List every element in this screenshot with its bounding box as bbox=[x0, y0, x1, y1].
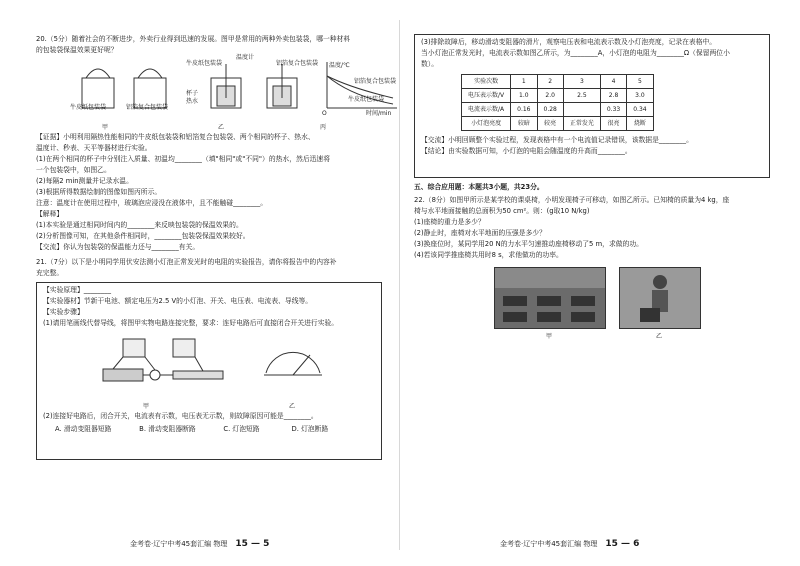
q22-sub4: (4)若该同学推座椅共用时8 s，求他做功的功率。 bbox=[414, 251, 563, 259]
q21-caption-yi: 乙 bbox=[289, 403, 296, 410]
table-cell: 0.16 bbox=[511, 103, 537, 117]
q21-step1: (1)请用笔画线代替导线，将图甲实物电路连接完整，要求：连好电路后可直接闭合开关进行实验。 bbox=[43, 319, 339, 327]
table-cell: 正常发光 bbox=[563, 117, 600, 131]
table-header-cell: 4 bbox=[600, 75, 626, 89]
q22-stem: 22.（8分）如图甲所示是某学校的课桌椅，小明发现椅子可移动，如图乙所示。已知椅的质量为4 kg，座 bbox=[414, 196, 730, 204]
q21-options bbox=[43, 424, 375, 435]
table-header-cell: 2 bbox=[537, 75, 563, 89]
table-cell: 较亮 bbox=[537, 117, 563, 131]
q20-step2: (2)每隔2 min测量并记录水温。 bbox=[36, 177, 133, 185]
q20-stem-cont: 的包装袋保温效果更好呢？ bbox=[36, 46, 118, 54]
cup-label: 杯子 bbox=[186, 90, 199, 97]
q21-principle: 【实验原理】________ bbox=[43, 286, 111, 294]
q20-note: 注意：温度计在使用过程中，玻璃泡应浸没在液体中，且不能触碰________。 bbox=[36, 199, 268, 207]
q21-equipment: 【实验器材】节新干电池、额定电压为2.5 V的小灯泡、开关、电压表、电流表、导线等。 bbox=[43, 297, 313, 305]
classroom-photo bbox=[494, 267, 606, 329]
table-row bbox=[462, 89, 654, 103]
q22-caption-jia: 甲 bbox=[546, 333, 553, 340]
bag1-label: 牛皮纸包装袋 bbox=[70, 104, 107, 111]
caption-yi: 乙 bbox=[218, 124, 225, 131]
question-22 bbox=[414, 195, 770, 343]
q20-figures bbox=[36, 54, 397, 120]
person-illustration bbox=[620, 268, 700, 328]
question-21 bbox=[36, 257, 382, 460]
q21-stem: 21.（7分）以下是小明同学用伏安法测小灯泡正常发光时的电阻的实验报告，请你将报告中的内容补 bbox=[36, 258, 337, 266]
q21-step3-cont: 当小灯泡正常发光时，电流表示数如图乙所示，为________A，小灯泡的电阻为________Ω（保留两位小 bbox=[421, 49, 730, 57]
table-cell: 电流表示数/A bbox=[462, 103, 511, 117]
page-number: 15 — 6 bbox=[605, 539, 640, 549]
q22-caption-yi: 乙 bbox=[656, 333, 663, 340]
table-cell: 电压表示数/V bbox=[462, 89, 511, 103]
table-cell: 0.28 bbox=[537, 103, 563, 117]
q21-captions bbox=[43, 401, 375, 411]
table-cell: 3.0 bbox=[627, 89, 653, 103]
table-header-cell: 实验次数 bbox=[462, 75, 511, 89]
curve-kraft-label: 牛皮纸包装袋 bbox=[348, 96, 385, 103]
table-header-cell: 3 bbox=[563, 75, 600, 89]
table-header-cell: 5 bbox=[627, 75, 653, 89]
section-title: 五、综合应用题：本题共3小题，共23分。 bbox=[414, 183, 544, 191]
q21-steps-heading: 【实验步骤】 bbox=[43, 308, 84, 316]
q22-sub2: (2)静止时，座椅对水平地面的压强是多少？ bbox=[414, 229, 546, 237]
table-cell: 0.33 bbox=[600, 103, 626, 117]
table-cell: 小灯泡亮度 bbox=[462, 117, 511, 131]
table-cell: 较暗 bbox=[511, 117, 537, 131]
table-cell: 0.34 bbox=[627, 103, 653, 117]
q20-step3: (3)根据所得数据绘制的图像如图丙所示。 bbox=[36, 188, 162, 196]
q20-line: 温度计、秒表、天平等器材进行实验。 bbox=[36, 144, 152, 152]
graph-ylabel: 温度/℃ bbox=[329, 62, 350, 69]
bag2-label: 铝箔复合包装袋 bbox=[126, 104, 169, 111]
q20-step1: (1)在两个相同的杯子中分别注入质量、初温均________（填"相同"或"不同"）的热水，然后迅速将 bbox=[36, 155, 331, 163]
table-row bbox=[462, 103, 654, 117]
q20-exchange: 【交流】你认为包装袋的保温能力还与________有关。 bbox=[36, 243, 200, 251]
table-header-row bbox=[462, 75, 654, 89]
left-footer bbox=[130, 539, 269, 550]
thermometer-label: 温度计 bbox=[236, 54, 255, 61]
q21-step3-end: 数）。 bbox=[421, 60, 438, 68]
question-20 bbox=[36, 34, 397, 253]
person-moving-chair-photo bbox=[619, 267, 701, 329]
q20-explain-heading: 【解释】 bbox=[36, 210, 64, 218]
right-page bbox=[400, 0, 800, 566]
q21-ammeter-figure bbox=[258, 337, 328, 387]
q22-figures bbox=[414, 261, 770, 343]
option-b: B. 滑动变阻器断路 bbox=[139, 425, 196, 433]
q22-sub1: (1)座椅的重力是多少？ bbox=[414, 218, 485, 226]
foil-label: 铝箔复合包装袋 bbox=[276, 60, 319, 67]
footer-title: 金考卷·辽宁中考45套汇编 物理 bbox=[130, 540, 228, 548]
table-cell: 很亮 bbox=[600, 117, 626, 131]
q21-conclusion: 【结论】由实验数据可知，小灯泡的电阻会随温度的升高而________。 bbox=[421, 147, 632, 155]
graph-origin: O bbox=[322, 110, 327, 117]
q21-figures bbox=[43, 329, 375, 401]
footer-title: 金考卷·辽宁中考45套汇编 物理 bbox=[500, 540, 598, 548]
table-cell: 2.5 bbox=[563, 89, 600, 103]
q20-captions bbox=[36, 122, 382, 132]
kraft-label: 牛皮纸包装袋 bbox=[186, 60, 223, 67]
caption-bing: 丙 bbox=[320, 124, 327, 131]
graph-xlabel: 时间/min bbox=[366, 110, 392, 117]
q20-line: 一个包装袋中，如图乙。 bbox=[36, 166, 111, 174]
curve-foil-label: 铝箔复合包装袋 bbox=[354, 78, 397, 85]
table-cell: 烧断 bbox=[627, 117, 653, 131]
right-footer bbox=[500, 539, 639, 550]
hot-water-label: 热水 bbox=[186, 98, 199, 105]
q22-stem-cont: 椅与水平地面接触的总面积为50 cm²。则：(g取10 N/kg) bbox=[414, 207, 590, 215]
table-cell: 2.8 bbox=[600, 89, 626, 103]
q21-exchange: 【交流】小明回顾整个实验过程，发现表格中有一个电流值记录错误，该数据是________。 bbox=[421, 136, 693, 144]
option-d: D. 灯泡断路 bbox=[291, 425, 329, 433]
q21-caption-jia: 甲 bbox=[143, 403, 150, 410]
table-cell: 2.0 bbox=[537, 89, 563, 103]
q20-evidence: 【证据】小明利用隔热性能相同的牛皮纸包装袋和铝箔复合包装袋、两个相同的杯子、热水、 bbox=[36, 133, 315, 141]
q20-stem: 20.（5分）随着社会的不断进步，外卖行业得到迅速的发展。图甲是常用的两种外卖包装袋，哪一种材料 bbox=[36, 35, 351, 43]
q21-stem-cont: 充完整。 bbox=[36, 269, 64, 277]
caption-jia: 甲 bbox=[102, 124, 109, 131]
q20-explain1: (1)本实验是通过相同时间内的________来反映包装袋的保温效果的。 bbox=[36, 221, 243, 229]
table-cell bbox=[563, 103, 600, 117]
q21-step3: (3)排除故障后，移动滑动变阻器的滑片，观察电压表和电流表示数及小灯泡亮度，记录在表格中。 bbox=[421, 38, 717, 46]
option-c: C. 灯泡短路 bbox=[223, 425, 260, 433]
page-number: 15 — 5 bbox=[235, 539, 270, 549]
table-header-cell: 1 bbox=[511, 75, 537, 89]
q21-step2: (2)连接好电路后，闭合开关，电流表有示数，电压表无示数，则故障原因可能是________。 bbox=[43, 412, 318, 420]
q20-explain2: (2)分析图像可知，在其他条件相同时，________包装袋保温效果较好。 bbox=[36, 232, 250, 240]
desks-illustration bbox=[495, 268, 605, 328]
experiment-data-table bbox=[461, 74, 654, 131]
table-cell: 1.0 bbox=[511, 89, 537, 103]
q21-report-box bbox=[36, 282, 382, 460]
q21-continued-box bbox=[414, 34, 770, 178]
option-a: A. 滑动变阻器短路 bbox=[55, 425, 112, 433]
q22-sub3: (3)换座位时，某同学用20 N的力水平匀速推动座椅移动了5 m，求做的功。 bbox=[414, 240, 643, 248]
q21-circuit-figure bbox=[93, 331, 243, 395]
table-row bbox=[462, 117, 654, 131]
